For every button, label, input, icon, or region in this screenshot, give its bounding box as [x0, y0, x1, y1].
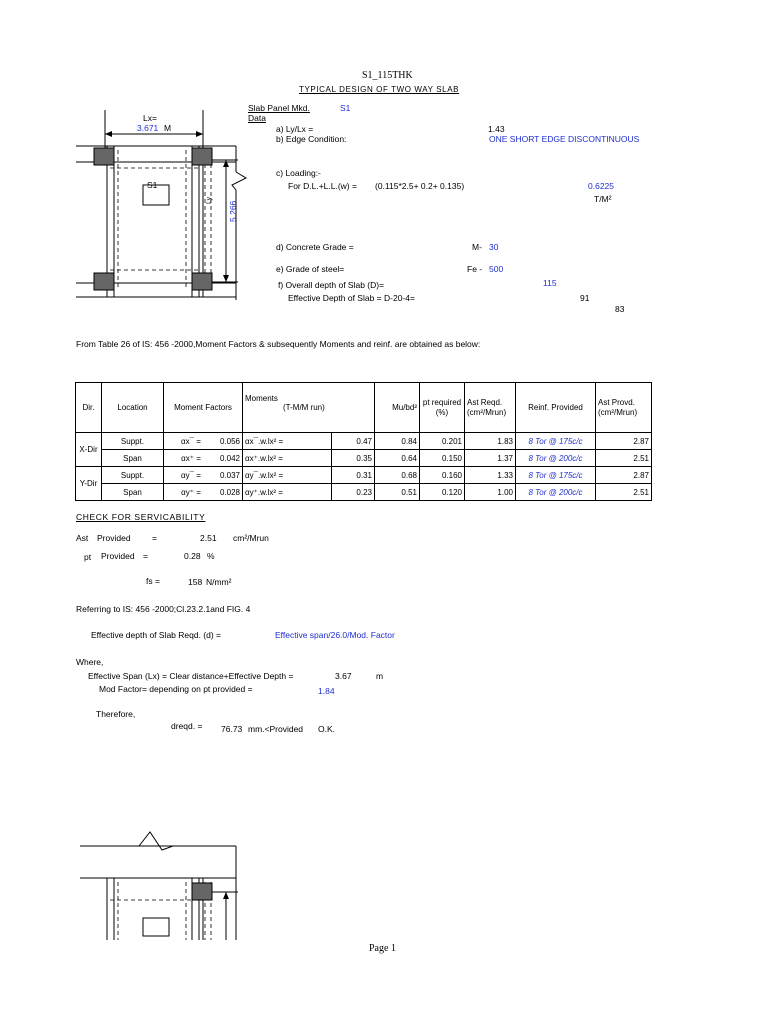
fs-value: 158	[188, 577, 203, 587]
extra-depth-value: 83	[615, 304, 625, 314]
cell-reinf: 8 Tor @ 200c/c	[516, 484, 596, 501]
ast-value: 2.51	[200, 533, 217, 543]
cell-moment-formula: αx¯.w.lx² =	[243, 433, 332, 450]
col-pt-title: pt required	[422, 397, 462, 407]
data-label: Data	[248, 113, 266, 123]
steel-grade-value: 500	[489, 264, 504, 274]
cell-location: Span	[102, 484, 164, 501]
ast-unit: cm²/Mrun	[233, 533, 269, 543]
col-pt-unit: (%)	[435, 407, 449, 417]
cell-coef: αx⁺ =	[164, 450, 203, 467]
d-reqd-ok: O.K.	[318, 724, 336, 734]
cell-location: Suppt.	[102, 467, 164, 484]
pt-provided-label: Provided	[101, 551, 135, 561]
cell-coef-value: 0.042	[203, 450, 243, 467]
cell-pt: 0.150	[420, 450, 465, 467]
col-ast-reqd-unit: (cm²/Mrun)	[467, 407, 507, 417]
panel-mkd-value: S1	[340, 103, 351, 113]
col-ast-provd-title: Ast Provd.	[598, 397, 635, 407]
overall-depth-value: 115	[543, 278, 557, 288]
ly-label: Ly	[206, 196, 213, 204]
loading-unit: T/M²	[594, 194, 612, 204]
cell-moment-value: 0.23	[332, 484, 375, 501]
fs-label: fs =	[146, 576, 160, 586]
cell-coef-value: 0.028	[203, 484, 243, 501]
ast-provided-label: Provided	[97, 533, 131, 543]
cell-ast-provided: 2.51	[596, 450, 652, 467]
ly-lx-label: a) Ly/Lx =	[276, 124, 314, 134]
cell-ast: 1.83	[465, 433, 516, 450]
ly-lx-value: 1.43	[488, 124, 505, 134]
cell-pt: 0.120	[420, 484, 465, 501]
steel-grade-prefix: Fe -	[467, 264, 483, 274]
cell-ast-provided: 2.87	[596, 467, 652, 484]
loading-for-label: For D.L.+L.L.(w) =	[288, 181, 357, 191]
loading-formula: (0.115*2.5+ 0.2+ 0.135)	[375, 181, 465, 191]
serviceability-heading: CHECK FOR SERVICABILITY	[76, 512, 206, 522]
cell-mubd: 0.51	[375, 484, 420, 501]
pt-value: 0.28	[184, 551, 201, 561]
effective-span-unit: m	[376, 671, 384, 681]
overall-depth-label: f) Overall depth of Slab (D)=	[278, 280, 385, 290]
where-label: Where,	[76, 657, 104, 667]
cell-pt: 0.201	[420, 433, 465, 450]
mod-factor-value: 1.84	[318, 686, 335, 696]
panel-mkd-label: Slab Panel Mkd.	[248, 103, 310, 113]
col-location: Location	[102, 383, 164, 433]
edge-condition-label: b) Edge Condition:	[276, 134, 347, 144]
intro-text: From Table 26 of IS: 456 -2000,Moment Factors & subsequently Moments and reinf. are obtained as below:	[76, 339, 481, 349]
cell-location: Span	[102, 450, 164, 467]
cell-reinf: 8 Tor @ 175c/c	[516, 467, 596, 484]
d-reqd-value: 76.73	[221, 724, 243, 734]
effective-span-label: Effective Span (Lx) = Clear distance+Effective Depth =	[88, 671, 294, 681]
lx-unit: M	[164, 123, 172, 133]
cell-reinf: 8 Tor @ 200c/c	[516, 450, 596, 467]
ly-value: 5.266	[228, 200, 238, 222]
ast-label: Ast	[76, 533, 89, 543]
effective-depth-value: 91	[580, 293, 590, 303]
cell-reinf: 8 Tor @ 175c/c	[516, 433, 596, 450]
cell-coef-value: 0.037	[203, 467, 243, 484]
code-reference: Referring to IS: 456 -2000;Cl.23.2.1and FIG. 4	[76, 604, 251, 614]
cell-moment-formula: αx⁺.w.lx² =	[243, 450, 332, 467]
edge-condition-value: ONE SHORT EDGE DISCONTINUOUS	[489, 134, 640, 144]
lx-label: Lx=	[143, 113, 157, 123]
cell-dir: Y-Dir	[76, 467, 102, 501]
eff-depth-reqd-label: Effective depth of Slab Reqd. (d) =	[91, 630, 222, 640]
page-subtitle: TYPICAL DESIGN OF TWO WAY SLAB	[299, 85, 460, 94]
cell-mubd: 0.84	[375, 433, 420, 450]
steel-grade-label: e) Grade of steel=	[276, 264, 345, 274]
col-ast-reqd-title: Ast Reqd.	[467, 397, 503, 407]
cell-moment-value: 0.47	[332, 433, 375, 450]
concrete-grade-label: d) Concrete Grade =	[276, 242, 354, 252]
cell-moment-value: 0.31	[332, 467, 375, 484]
cell-moment-value: 0.35	[332, 450, 375, 467]
cell-ast: 1.33	[465, 467, 516, 484]
pt-equals: =	[143, 551, 148, 561]
col-moments-unit: (T-M/M run)	[283, 402, 325, 412]
cell-coef: αy¯ =	[164, 467, 203, 484]
cell-ast: 1.37	[465, 450, 516, 467]
cell-coef: αy⁺ =	[164, 484, 203, 501]
cell-ast: 1.00	[465, 484, 516, 501]
d-reqd-text: mm.<Provided	[248, 724, 304, 734]
ast-equals: =	[152, 533, 157, 543]
col-dir: Dir.	[76, 383, 102, 433]
cell-moment-formula: αy¯.w.lx² =	[243, 467, 332, 484]
cell-pt: 0.160	[420, 467, 465, 484]
page-title: S1_115THK	[362, 70, 413, 81]
panel-label: S1	[147, 180, 158, 190]
cell-location: Suppt.	[102, 433, 164, 450]
fs-unit: N/mm²	[206, 577, 232, 587]
cell-moment-formula: αy⁺.w.lx² =	[243, 484, 332, 501]
effective-depth-label: Effective Depth of Slab = D-20-4=	[288, 293, 415, 303]
col-moment-factors: Moment Factors	[164, 383, 243, 433]
concrete-grade-prefix: M-	[472, 242, 482, 252]
mod-factor-label: Mod Factor= depending on pt provided =	[99, 684, 253, 694]
col-reinf: Reinf. Provided	[516, 383, 596, 433]
effective-span-value: 3.67	[335, 671, 352, 681]
concrete-grade-value: 30	[489, 242, 499, 252]
cell-ast-provided: 2.51	[596, 484, 652, 501]
page-number: Page 1	[369, 943, 396, 954]
loading-value: 0.6225	[588, 181, 614, 191]
therefore-label: Therefore,	[96, 709, 136, 719]
cell-dir: X-Dir	[76, 433, 102, 467]
col-moments-title: Moments	[245, 393, 278, 403]
cell-mubd: 0.64	[375, 450, 420, 467]
pt-unit: %	[207, 551, 215, 561]
cell-coef-value: 0.056	[203, 433, 243, 450]
cell-coef: αx¯ =	[164, 433, 203, 450]
cell-mubd: 0.68	[375, 467, 420, 484]
loading-label: c) Loading:-	[276, 168, 321, 178]
lx-value: 3.671	[137, 123, 159, 133]
eff-depth-reqd-value: Effective span/26.0/Mod. Factor	[275, 630, 395, 640]
cell-ast-provided: 2.87	[596, 433, 652, 450]
d-reqd-label: dreqd. =	[171, 721, 203, 731]
col-ast-provd-unit: (cm²/Mrun)	[598, 407, 638, 417]
col-mubd: Mu/bd²	[375, 383, 420, 433]
pt-label: pt	[84, 552, 92, 562]
